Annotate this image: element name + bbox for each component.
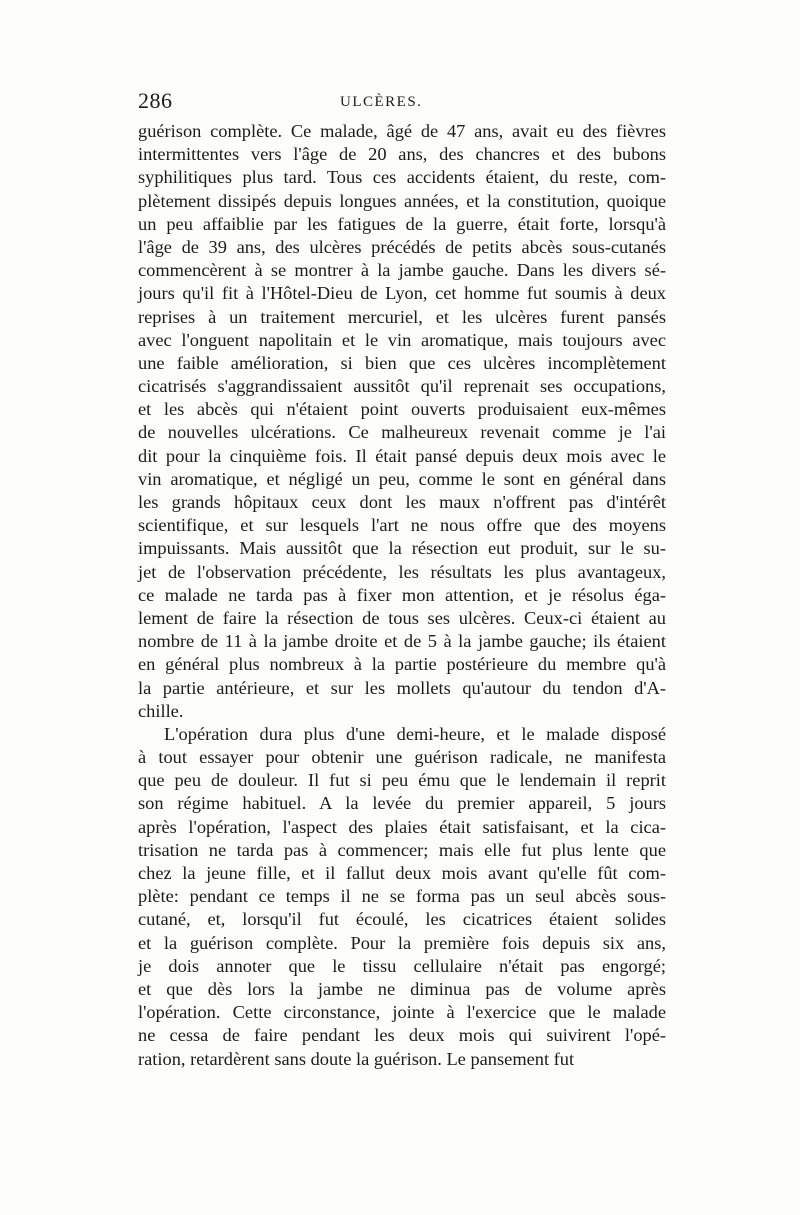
text-line: son régime habituel. A la levée du premier appareil, 5 jours — [138, 793, 666, 814]
text-line: syphilitiques plus tard. Tous ces accidents étaient, du reste, com- — [138, 167, 666, 188]
text-line: avec l'onguent napolitain et le vin aromatique, mais toujours avec — [138, 329, 666, 350]
text-line: ration, retardèrent sans doute la guérison. Le pansement fut — [138, 1048, 575, 1069]
text-line: ne cessa de faire pendant les deux mois qui suivirent l'opé- — [138, 1025, 666, 1046]
paragraph — [138, 723, 666, 1071]
body-text — [138, 120, 666, 1071]
text-line: chez la jeune fille, et il fallut deux mois avant qu'elle fût com- — [138, 863, 666, 883]
text-line: L'opération dura plus d'une demi-heure, et le malade disposé — [164, 723, 666, 744]
text-line: reprises à un traitement mercuriel, et les ulcères furent pansés — [138, 306, 666, 327]
text-line: commencèrent à se montrer à la jambe gauche. Dans les divers sé- — [138, 260, 666, 281]
text-line: ce malade ne tarda pas à fixer mon attention, et je résolus éga- — [138, 584, 666, 605]
text-line: nombre de 11 à la jambe droite et de 5 à la jambe gauche; ils étaient — [138, 631, 666, 652]
text-line: cicatrisés s'aggrandissaient aussitôt qu'il reprenait ses occupations, — [138, 376, 666, 397]
text-line: un peu affaiblie par les fatigues de la guerre, était forte, lorsqu'à — [138, 213, 666, 234]
text-line: après l'opération, l'aspect des plaies était satisfaisant, et la cica- — [138, 816, 666, 837]
text-line: les grands hôpitaux ceux dont les maux n'offrent pas d'intérêt — [138, 492, 666, 512]
text-line: intermittentes vers l'âge de 20 ans, des chancres et des bubons — [138, 144, 666, 165]
text-line: de nouvelles ulcérations. Ce malheureux revenait comme je l'ai — [138, 422, 666, 443]
text-line: je dois annoter que le tissu cellulaire n'était pas engorgé; — [138, 955, 666, 976]
text-line: une faible amélioration, si bien que ces ulcères incomplètement — [138, 352, 666, 373]
text-line: cutané, et, lorsqu'il fut écoulé, les cicatrices étaient solides — [138, 909, 666, 930]
text-line: l'opération. Cette circonstance, jointe à l'exercice que le malade — [138, 1002, 666, 1023]
text-line: l'âge de 39 ans, des ulcères précédés de petits abcès sous-cutanés — [138, 236, 666, 257]
text-line: impuissants. Mais aussitôt que la résection eut produit, sur le su- — [138, 538, 666, 559]
text-line: en général plus nombreux à la partie postérieure du membre qu'à — [138, 654, 666, 675]
text-line: et que dès lors la jambe ne diminua pas de volume après — [138, 978, 666, 999]
text-line: à tout essayer pour obtenir une guérison radicale, ne manifesta — [138, 747, 666, 768]
text-line: scientifique, et sur lesquels l'art ne nous offre que des moyens — [138, 515, 666, 536]
text-line: jet de l'observation précédente, les résultats les plus avantageux, — [138, 561, 666, 582]
text-line: vin aromatique, et négligé un peu, comme le sont en général dans — [138, 468, 666, 489]
page-header — [138, 86, 666, 120]
paragraph — [138, 120, 666, 723]
text-line: chille. — [138, 700, 184, 721]
text-line: la partie antérieure, et sur les mollets qu'autour du tendon d'A- — [138, 677, 666, 698]
text-line: guérison complète. Ce malade, âgé de 47 ans, avait eu des fièvres — [138, 121, 666, 141]
text-line: et la guérison complète. Pour la première fois depuis six ans, — [138, 932, 666, 953]
text-line: lement de faire la résection de tous ses ulcères. Ceux-ci étaient au — [138, 607, 666, 628]
running-title: ULCÈRES. — [340, 94, 423, 110]
text-line: et les abcès qui n'étaient point ouverts produisaient eux-mêmes — [138, 399, 666, 420]
page-number: 286 — [138, 88, 173, 113]
text-line: plète: pendant ce temps il ne se forma pas un seul abcès sous- — [138, 886, 666, 907]
text-line: jours qu'il fit à l'Hôtel-Dieu de Lyon, cet homme fut soumis à deux — [138, 283, 666, 304]
text-line: trisation ne tarda pas à commencer; mais elle fut plus lente que — [138, 839, 666, 860]
text-line: dit pour la cinquième fois. Il était pansé depuis deux mois avec le — [138, 445, 666, 466]
text-line: plètement dissipés depuis longues années, et la constitution, quoique — [138, 190, 666, 211]
text-line: que peu de douleur. Il fut si peu ému que le lendemain il reprit — [138, 770, 666, 791]
